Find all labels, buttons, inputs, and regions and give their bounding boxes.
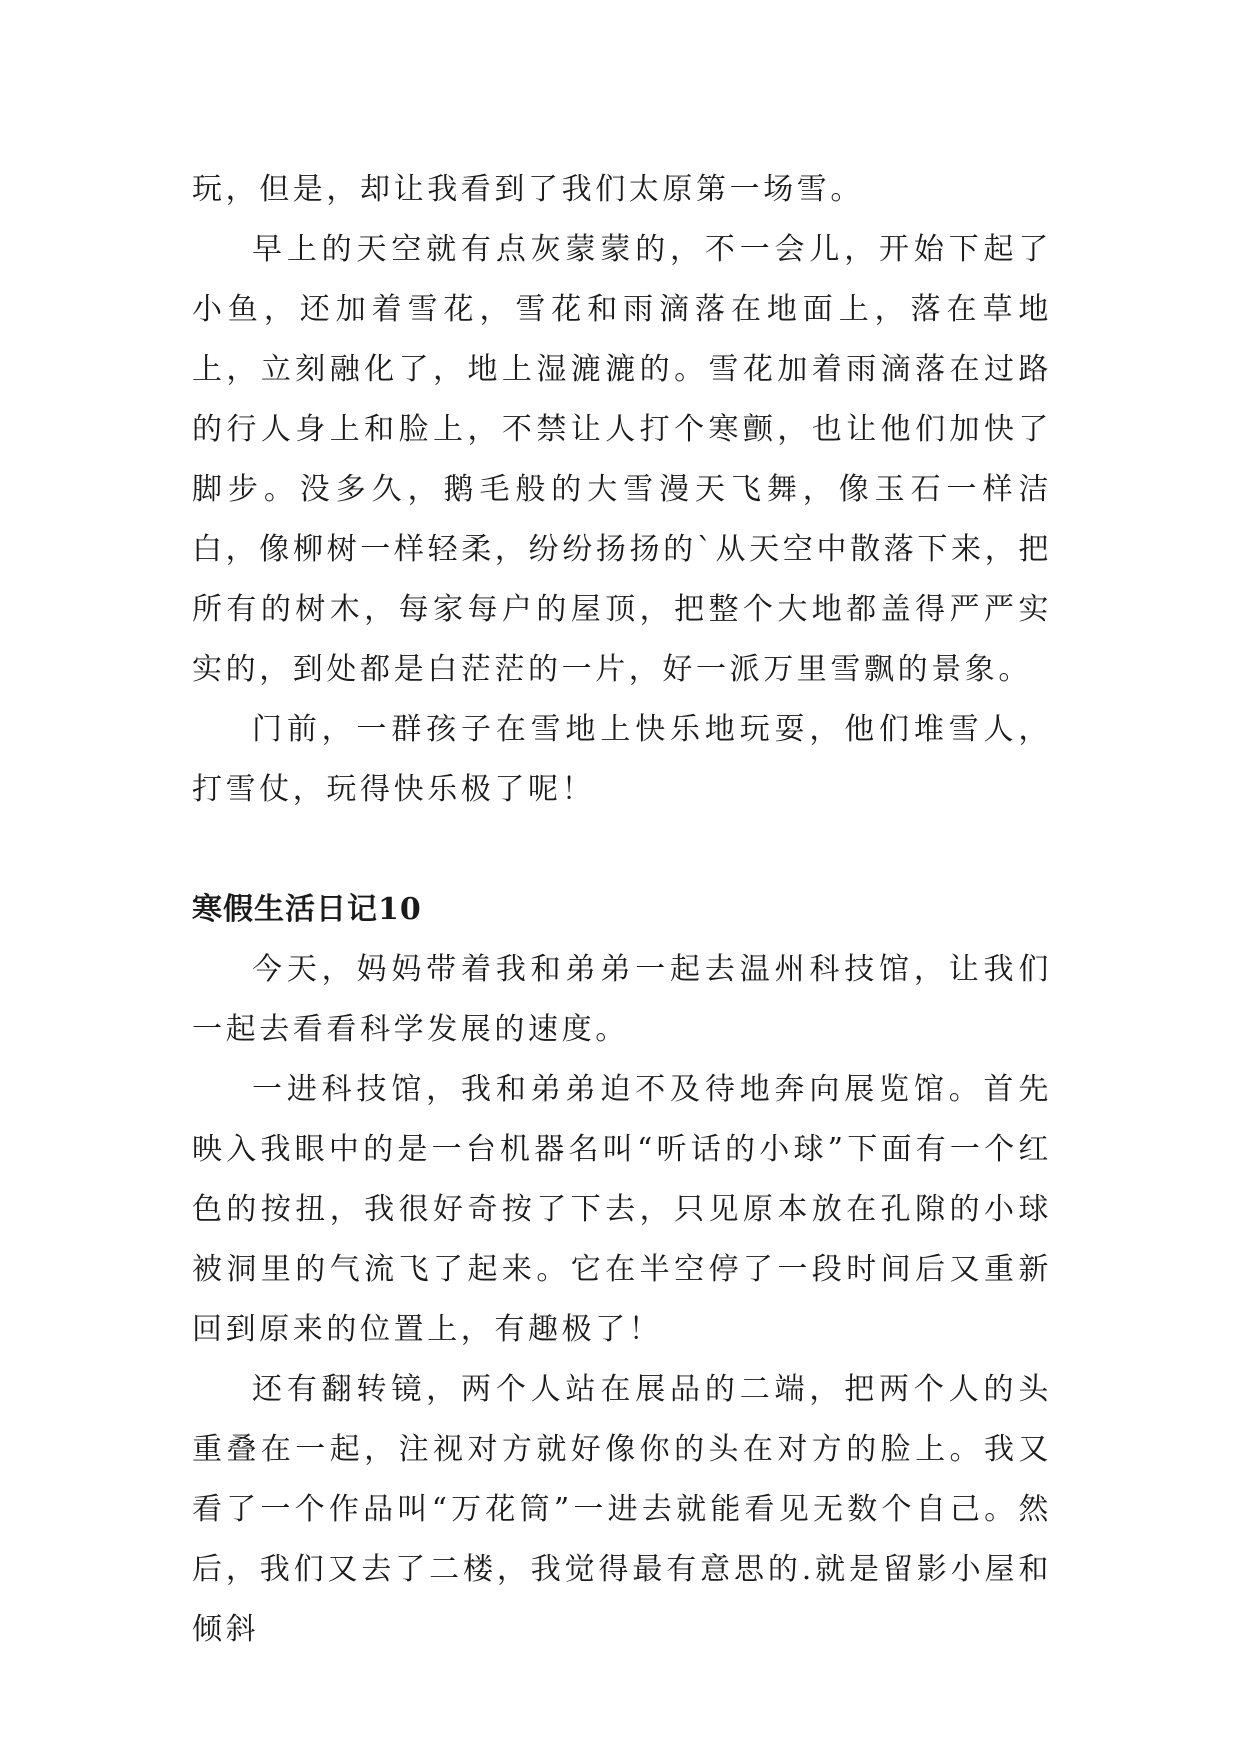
paragraph-flip-mirror: 还有翻转镜，两个人站在展品的二端，把两个人的头重叠在一起，注视对方就好像你的头在对方的脸上。我又看了一个作品叫“万花筒”一进去就能看见无数个自己。然后，我们又去了二楼，我觉得最有意思的.就是留影小屋和倾斜 [192, 1372, 1052, 1647]
paragraph-exhibition-hall: 一进科技馆，我和弟弟迫不及待地奔向展览馆。首先映入我眼中的是一台机器名叫“听话的小球”下面有一个红色的按扭，我很好奇按了下去，只见原本放在孔隙的小球被洞里的气流飞了起来。它在半空停了一段时间后又重新回到原来的位置上，有趣极了！ [192, 1072, 1052, 1347]
paragraph-snow-morning: 早上的天空就有点灰蒙蒙的，不一会儿，开始下起了小鱼，还加着雪花，雪花和雨滴落在地面上，落在草地上，立刻融化了，地上湿漉漉的。雪花加着雨滴落在过路的行人身上和脸上，不禁让人打个寒颤，也让他们加快了脚步。没多久，鹅毛般的大雪漫天飞舞，像玉石一样洁白，像柳树一样轻柔，纷纷扬扬的`从天空中散落下来，把所有的树木，每家每户的屋顶，把整个大地都盖得严严实实的，到处都是白茫茫的一片，好一派万里雪飘的景象。 [192, 232, 1052, 687]
paragraph-science-museum: 今天，妈妈带着我和弟弟一起去温州科技馆，让我们一起去看看科学发展的速度。 [192, 952, 1052, 1047]
diary-heading: 寒假生活日记10 [192, 892, 422, 927]
paragraph-children-playing: 门前，一群孩子在雪地上快乐地玩耍，他们堆雪人，打雪仗，玩得快乐极了呢！ [192, 712, 1052, 807]
document-body [192, 160, 1052, 1660]
paragraph-continuation: 玩，但是，却让我看到了我们太原第一场雪。 [192, 172, 864, 207]
